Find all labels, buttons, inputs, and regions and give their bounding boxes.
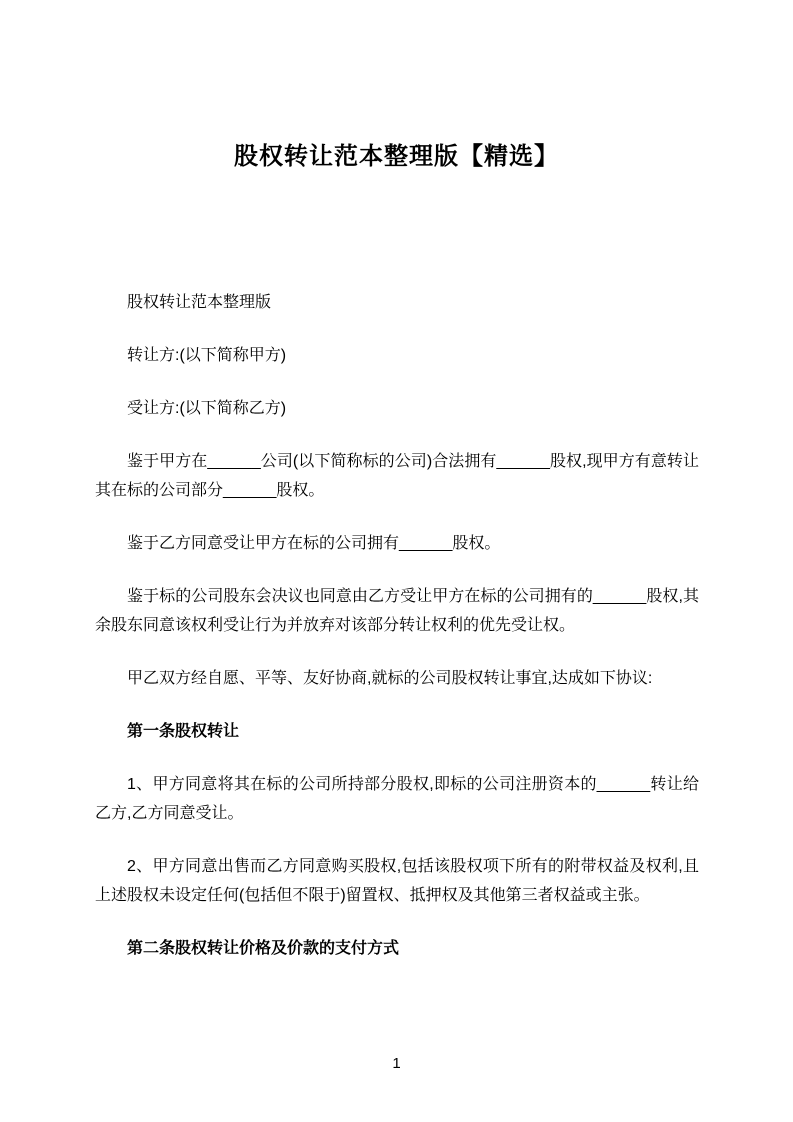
paragraph-whereas-1: 鉴于甲方在______公司(以下简称标的公司)合法拥有______股权,现甲方有意转让其在标的公司部分______股权。 xyxy=(95,453,699,499)
paragraph-clause-2: 2、甲方同意出售而乙方同意购买股权,包括该股权项下所有的附带权益及权利,且上述股权未设定任何(包括但不限于)留置权、抵押权及其他第三者权益或主张。 xyxy=(95,858,699,904)
paragraph-subtitle: 股权转让范本整理版 xyxy=(127,294,272,311)
section-heading-article-2: 第二条股权转让价格及价款的支付方式 xyxy=(127,940,400,957)
document-body xyxy=(95,288,699,963)
paragraph-clause-1: 1、甲方同意将其在标的公司所持部分股权,即标的公司注册资本的______转让给乙方,乙方同意受让。 xyxy=(95,776,699,822)
paragraph-transferee: 受让方:(以下简称乙方) xyxy=(127,400,287,417)
document-title: 股权转让范本整理版【精选】 xyxy=(234,143,559,170)
paragraph-whereas-2: 鉴于乙方同意受让甲方在标的公司拥有______股权。 xyxy=(127,535,501,552)
section-heading-article-1: 第一条股权转让 xyxy=(127,723,240,740)
paragraph-agreement-intro: 甲乙双方经自愿、平等、友好协商,就标的公司股权转让事宜,达成如下协议: xyxy=(127,670,653,687)
paragraph-whereas-3: 鉴于标的公司股东会决议也同意由乙方受让甲方在标的公司拥有的______股权,其余股东同意该权利受让行为并放弃对该部分转让权利的优先受让权。 xyxy=(95,588,699,634)
page-number: 1 xyxy=(392,1055,401,1072)
paragraph-transferor: 转让方:(以下简称甲方) xyxy=(127,347,287,364)
